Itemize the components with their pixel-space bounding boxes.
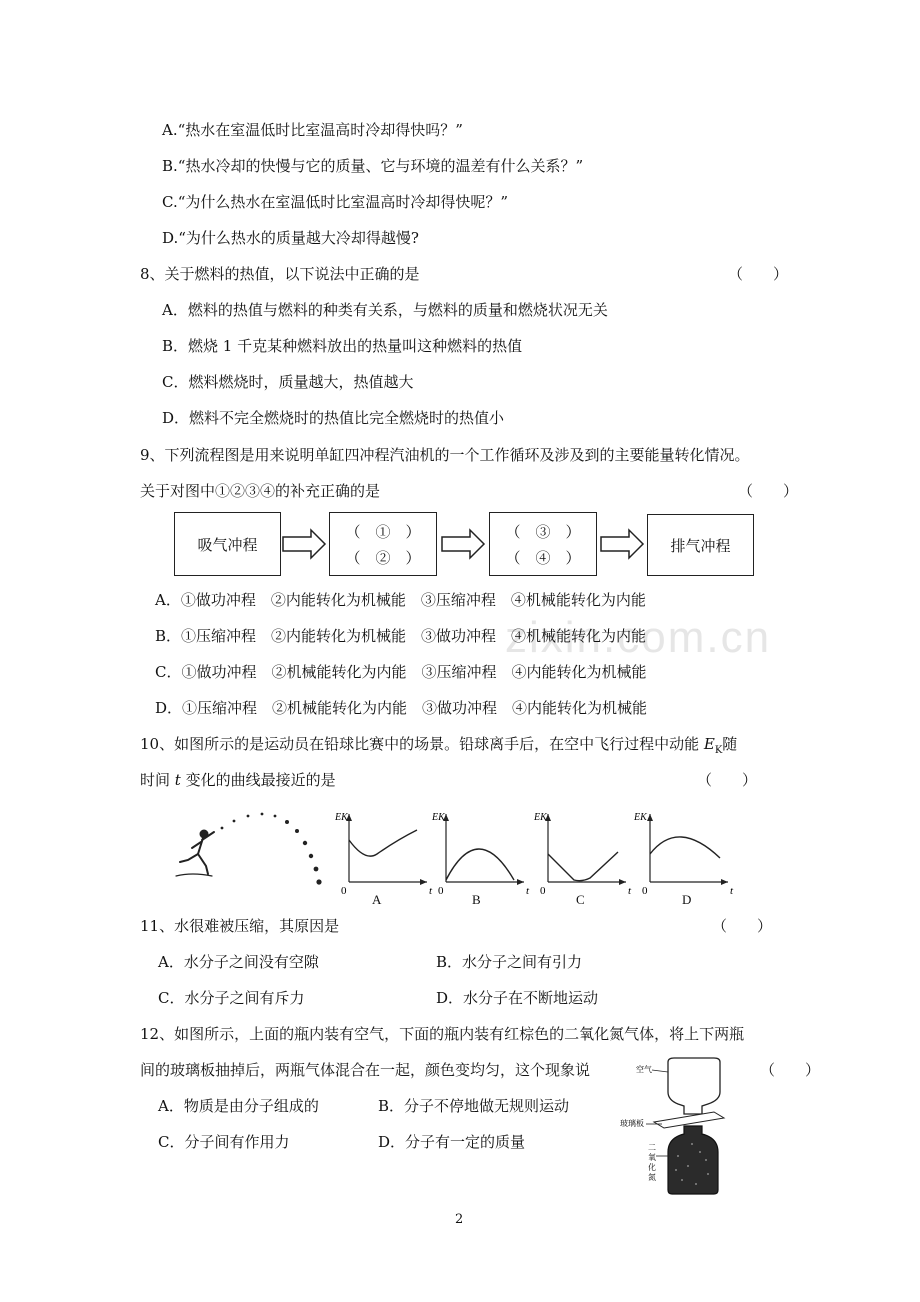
q12-option-b: B．分子不停地做无规则运动	[378, 1097, 570, 1115]
flow-box-3	[489, 512, 597, 576]
q11-option-c: C．水分子之间有斥力	[158, 989, 305, 1007]
graph-b-caption: B	[472, 892, 481, 907]
q9-option-c: C．①做功冲程 ②机械能转化为内能 ③压缩冲程 ④内能转化为机械能	[155, 663, 647, 681]
q12-option-c: C．分子间有作用力	[158, 1133, 290, 1151]
flow-arrow-2	[440, 528, 486, 560]
q7-option-d: D.“为什么热水的质量越大冷却得越慢?	[162, 229, 419, 247]
q10-stem-a: 10、如图所示的是运动员在铅球比赛中的场景。铅球离手后，在空中飞行过程中动能	[140, 735, 704, 753]
flow-box-intake	[174, 512, 281, 576]
q9-option-a: A．①做功冲程 ②内能转化为机械能 ③压缩冲程 ④机械能转化为内能	[155, 591, 646, 609]
q9-stem-line2: 关于对图中①②③④的补充正确的是	[140, 482, 381, 500]
graph-a-curve	[349, 830, 417, 856]
q12-answer-paren: （ ）	[760, 1061, 821, 1079]
q8-option-c: C．燃料燃烧时，质量越大，热值越大	[162, 373, 414, 391]
t-symbol: t	[174, 771, 181, 789]
q7-option-c: C.“为什么热水在室温低时比室温高时冷却得快呢？”	[162, 193, 509, 211]
q11-option-b: B．水分子之间有引力	[436, 953, 583, 971]
ek-symbol: E	[703, 735, 715, 753]
graph-d-origin: 0	[642, 885, 648, 897]
no2-label-2: 氧	[648, 1153, 656, 1162]
q11-option-a: A．水分子之间没有空隙	[158, 953, 319, 971]
graph-a-y-label: EK	[335, 812, 348, 823]
graph-a-origin: 0	[341, 885, 347, 897]
graph-c-x-label: t	[628, 885, 632, 897]
q11-answer-paren: （ ）	[712, 917, 773, 935]
q10-stem-line2	[140, 770, 336, 790]
q7-option-b: B.“热水冷却的快慢与它的质量、它与环境的温差有什么关系？”	[162, 157, 584, 175]
diffusion-figure	[618, 1056, 728, 1196]
q11-stem: 11、水很难被压缩，其原因是	[140, 917, 340, 935]
q10-stem2-b: 变化的曲线最接近的是	[180, 771, 336, 789]
no2-label-4: 氮	[648, 1173, 656, 1182]
q9-option-d: D．①压缩冲程 ②机械能转化为内能 ③做功冲程 ④内能转化为机械能	[155, 699, 648, 717]
flow-box-intake-label: 吸气冲程	[197, 536, 258, 554]
flow-box-3-top: （ ③ ）	[505, 523, 581, 541]
graph-b-curve	[446, 849, 514, 880]
no2-label-1: 二	[648, 1143, 656, 1152]
no2-bottle	[668, 1126, 718, 1194]
graph-b-x-label: t	[526, 885, 530, 897]
flow-box-exhaust-label: 排气冲程	[670, 537, 731, 555]
graph-c-origin: 0	[540, 885, 546, 897]
graph-b	[428, 808, 538, 908]
q10-stem-line1	[140, 734, 737, 761]
graph-c-caption: C	[576, 892, 585, 907]
q12-stem-line2: 间的玻璃板抽掉后，两瓶气体混合在一起，颜色变均匀，这个现象说	[140, 1061, 591, 1079]
graph-a-x-label: t	[429, 885, 433, 897]
q11-option-d: D．水分子在不断地运动	[436, 989, 599, 1007]
air-bottle	[668, 1058, 720, 1114]
q9-stem-line1: 9、下列流程图是用来说明单缸四冲程汽油机的一个工作循环及涉及到的主要能量转化情况。	[140, 446, 750, 464]
q8-stem: 8、关于燃料的热值，以下说法中正确的是	[140, 265, 420, 283]
q8-option-b: B．燃烧 1 千克某种燃料放出的热量叫这种燃料的热值	[162, 337, 523, 355]
flow-box-2-bottom: （ ② ）	[345, 549, 421, 567]
q9-answer-paren: （ ）	[738, 482, 799, 500]
q12-option-a: A．物质是由分子组成的	[158, 1097, 319, 1115]
flow-box-3-bottom: （ ④ ）	[505, 549, 581, 567]
graph-d-y-label: EK	[634, 812, 647, 823]
graph-c	[530, 808, 640, 908]
q7-option-a: A.“热水在室温低时比室温高时冷却得快吗？”	[162, 121, 463, 139]
graph-c-curve	[548, 852, 618, 881]
athlete	[176, 831, 214, 877]
flow-box-2	[329, 512, 437, 576]
watermark: zixin.com.cn	[505, 613, 772, 662]
graph-d-curve	[650, 837, 720, 858]
flow-box-exhaust	[647, 514, 754, 576]
q12-option-d: D．分子有一定的质量	[378, 1133, 526, 1151]
glass-plate-label: 玻璃板	[620, 1119, 644, 1128]
q10-stem2-a: 时间	[140, 771, 175, 789]
q8-option-a: A．燃料的热值与燃料的种类有关系，与燃料的质量和燃烧状况无关	[162, 301, 608, 319]
flow-box-2-top: （ ① ）	[345, 523, 421, 541]
ek-subscript: K	[714, 745, 723, 756]
graph-d-caption: D	[682, 892, 692, 907]
q12-stem-line1: 12、如图所示，上面的瓶内装有空气，下面的瓶内装有红棕色的二氧化氮气体，将上下两瓶	[140, 1025, 745, 1043]
no2-label-3: 化	[648, 1163, 656, 1172]
graph-b-origin: 0	[438, 885, 444, 897]
graph-c-y-label: EK	[534, 812, 547, 823]
shotput-figure	[172, 808, 332, 908]
shotput-trajectory	[221, 813, 322, 885]
q10-stem-b: 随	[722, 735, 738, 753]
graph-d-x-label: t	[730, 885, 734, 897]
q8-option-d: D．燃料不完全燃烧时的热值比完全燃烧时的热值小	[162, 409, 505, 427]
q9-option-b: B．①压缩冲程 ②内能转化为机械能 ③做功冲程 ④机械能转化为内能	[155, 627, 647, 645]
graph-b-y-label: EK	[432, 812, 445, 823]
q8-answer-paren: （ ）	[728, 265, 789, 283]
flow-arrow-1	[281, 528, 327, 560]
page-number: 2	[455, 1212, 464, 1227]
graph-a-caption: A	[372, 892, 382, 907]
q10-answer-paren: （ ）	[697, 771, 758, 789]
air-label: 空气	[636, 1065, 652, 1074]
flow-arrow-3	[599, 528, 645, 560]
